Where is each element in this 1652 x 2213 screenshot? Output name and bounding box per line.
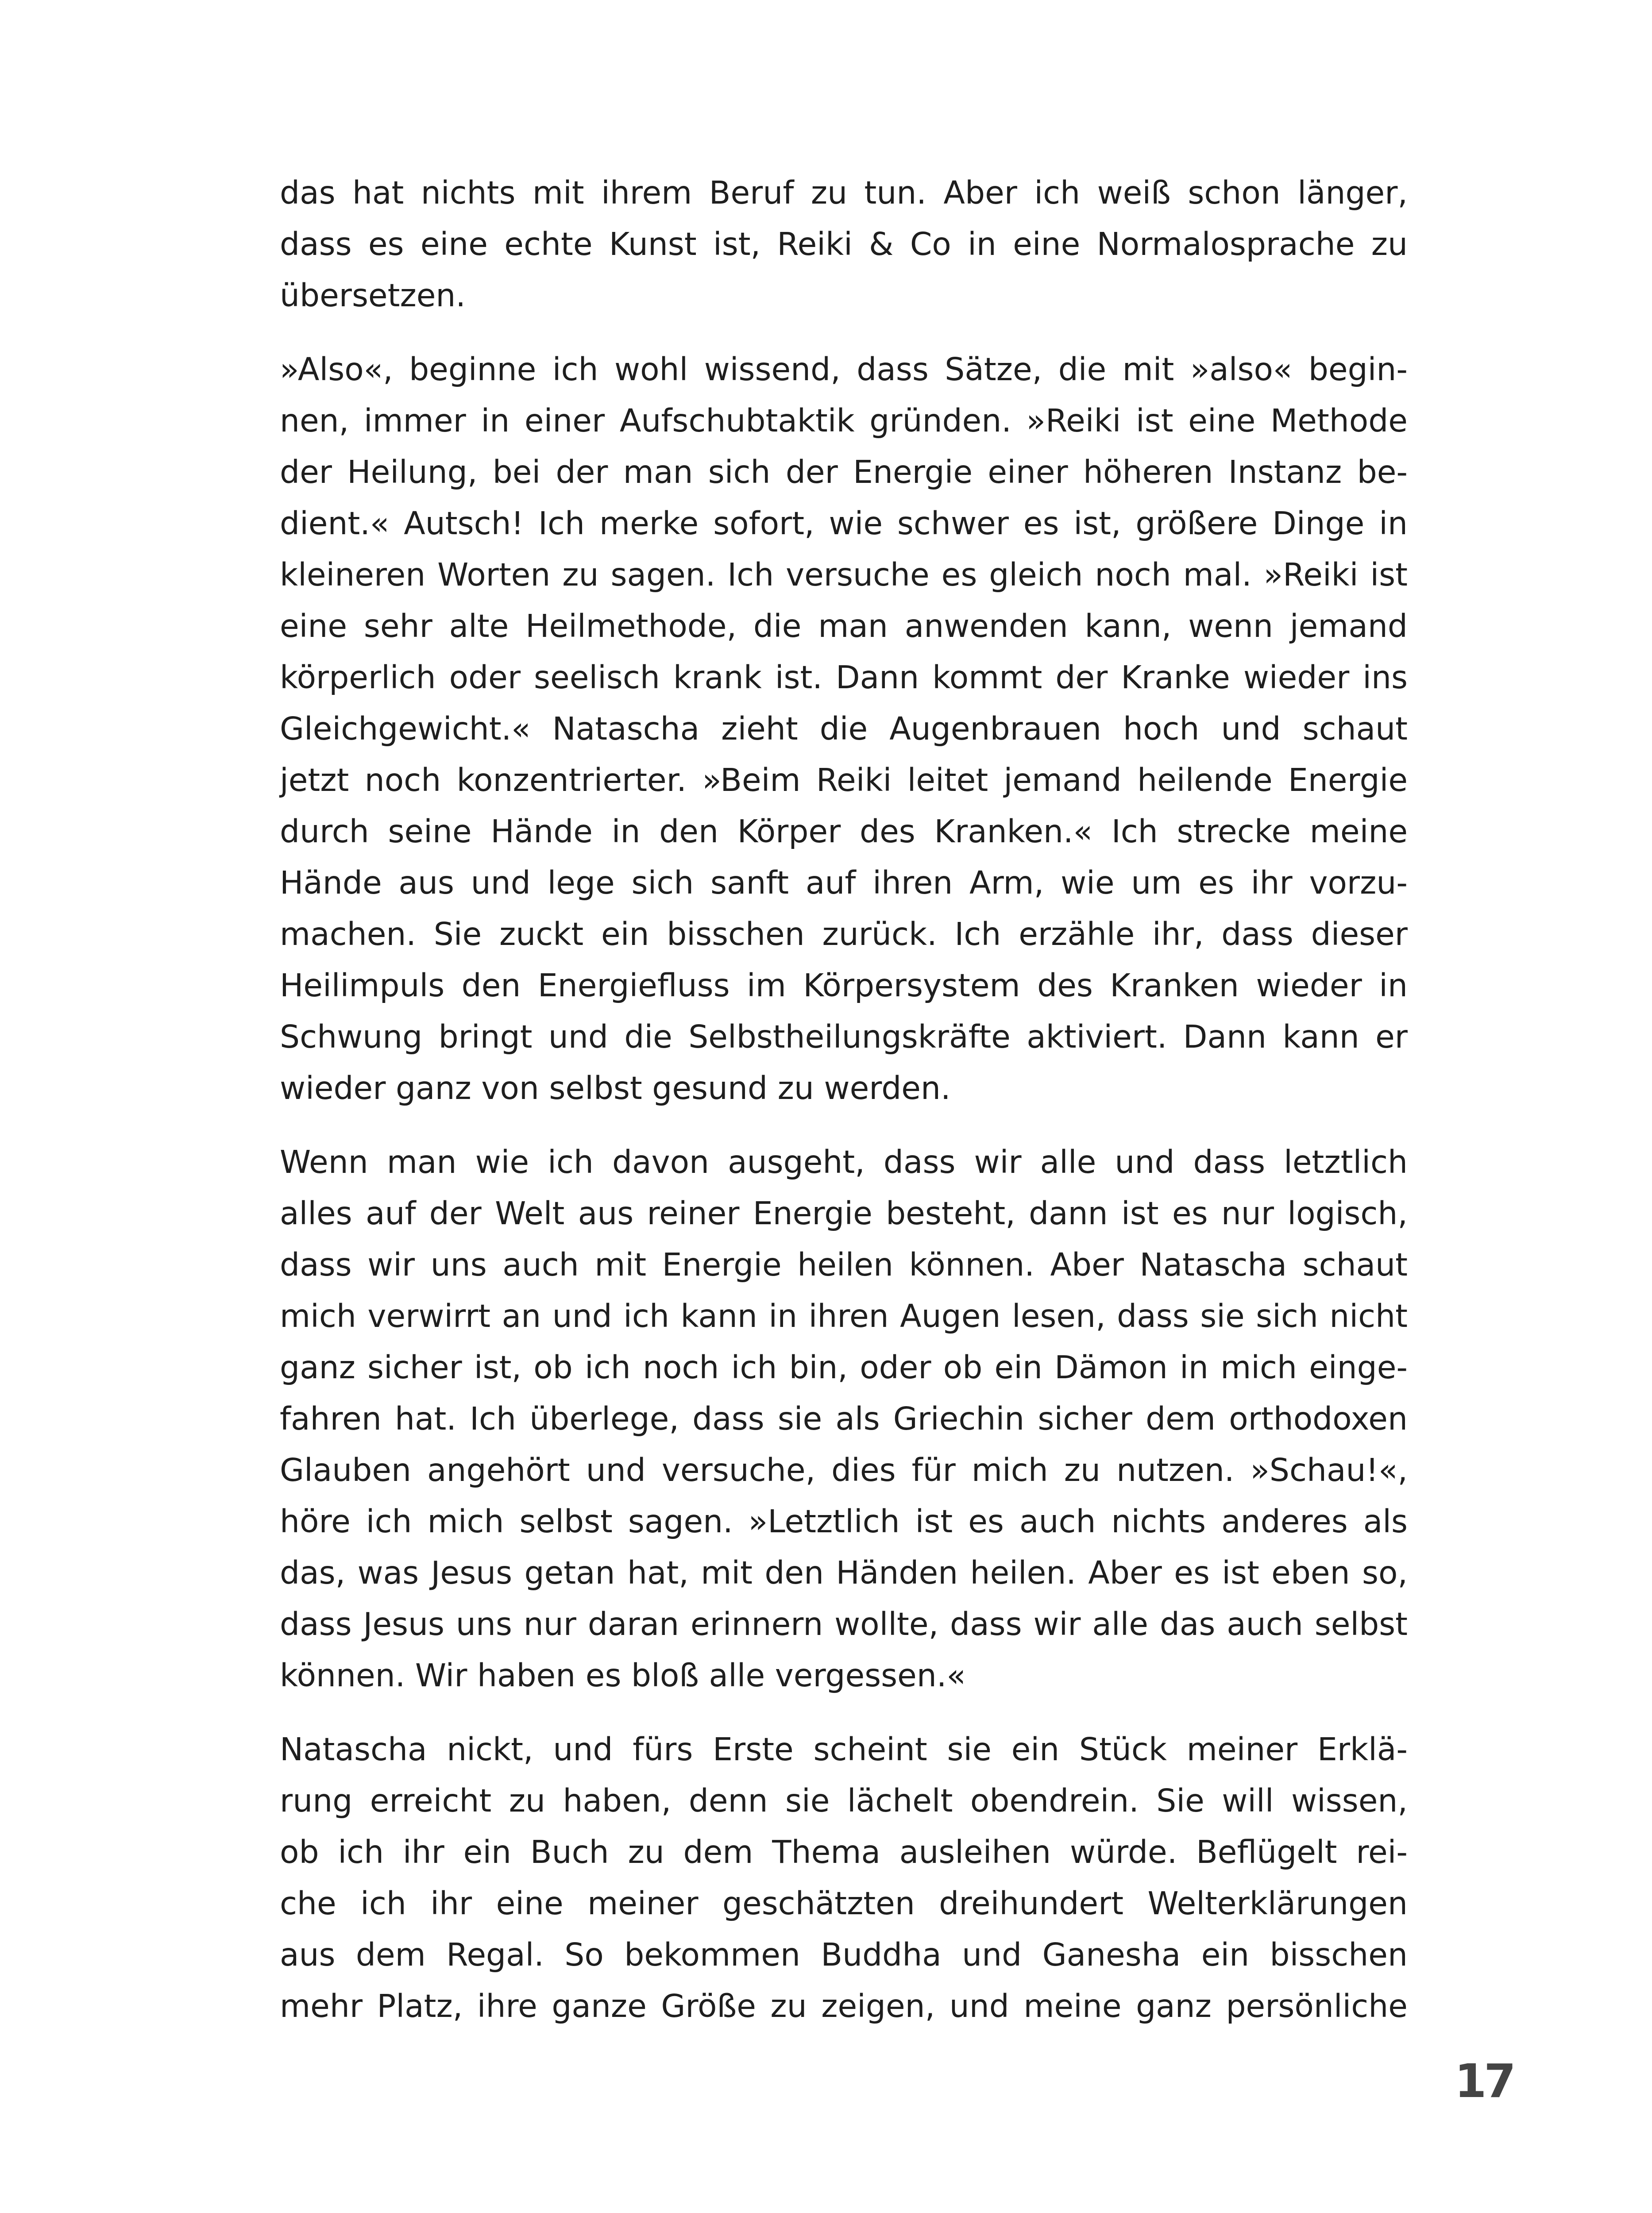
text-line: fahren hat. Ich überlege, dass sie als Griechin sicher dem orthodoxen — [280, 1400, 1408, 1437]
text-line: dient.« Autsch! Ich merke sofort, wie schwer es ist, größere Dinge in — [280, 505, 1408, 542]
text-line: mich verwirrt an und ich kann in ihren Augen lesen, dass sie sich nicht — [280, 1298, 1408, 1334]
text-line: dass es eine echte Kunst ist, Reiki & Co in eine Normalosprache zu — [280, 226, 1408, 262]
text-line: Hände aus und lege sich sanft auf ihren Arm, wie um es ihr vorzu- — [280, 864, 1408, 901]
text-line: kleineren Worten zu sagen. Ich versuche es gleich noch mal. »Reiki ist — [280, 556, 1408, 593]
text-line: Wenn man wie ich davon ausgeht, dass wir alle und dass letztlich — [280, 1144, 1408, 1180]
paragraph — [280, 344, 1408, 1114]
text-line: mehr Platz, ihre ganze Größe zu zeigen, und meine ganz persönliche — [280, 1988, 1408, 2024]
text-line: übersetzen. — [280, 277, 466, 314]
text-line: ob ich ihr ein Buch zu dem Thema ausleihen würde. Beflügelt rei- — [280, 1834, 1408, 1870]
text-line: aus dem Regal. So bekommen Buddha und Ganesha ein bisschen — [280, 1936, 1408, 1973]
text-line: Gleichgewicht.« Natascha zieht die Augenbrauen hoch und schaut — [280, 710, 1408, 747]
text-line: rung erreicht zu haben, denn sie lächelt obendrein. Sie will wissen, — [280, 1782, 1408, 1819]
text-line: das hat nichts mit ihrem Beruf zu tun. Aber ich weiß schon länger, — [280, 174, 1408, 211]
text-line: wieder ganz von selbst gesund zu werden. — [280, 1070, 951, 1106]
text-line: Schwung bringt und die Selbstheilungskräfte aktiviert. Dann kann er — [280, 1018, 1408, 1055]
text-line: der Heilung, bei der man sich der Energie einer höheren Instanz be- — [280, 454, 1408, 490]
text-line: können. Wir haben es bloß alle vergessen.« — [280, 1657, 966, 1694]
body-text — [280, 167, 1408, 2032]
text-line: Glauben angehört und versuche, dies für mich zu nutzen. »Schau!«, — [280, 1452, 1408, 1488]
paragraph — [280, 1724, 1408, 2032]
page-number: 17 — [1455, 2054, 1513, 2108]
text-line: alles auf der Welt aus reiner Energie besteht, dann ist es nur logisch, — [280, 1195, 1408, 1232]
text-line: ganz sicher ist, ob ich noch ich bin, oder ob ein Dämon in mich einge- — [280, 1349, 1408, 1386]
text-line: »Also«, beginne ich wohl wissend, dass Sätze, die mit »also« begin- — [280, 351, 1408, 388]
text-line: dass wir uns auch mit Energie heilen können. Aber Natascha schaut — [280, 1246, 1408, 1283]
text-line: das, was Jesus getan hat, mit den Händen heilen. Aber es ist eben so, — [280, 1554, 1408, 1591]
text-line: körperlich oder seelisch krank ist. Dann kommt der Kranke wieder ins — [280, 659, 1408, 696]
text-line: eine sehr alte Heilmethode, die man anwenden kann, wenn jemand — [280, 608, 1408, 644]
paragraph — [280, 1137, 1408, 1701]
text-line: Natascha nickt, und fürs Erste scheint sie ein Stück meiner Erklä- — [280, 1731, 1408, 1768]
text-line: durch seine Hände in den Körper des Kranken.« Ich strecke meine — [280, 813, 1408, 850]
text-line: Heilimpuls den Energiefluss im Körpersystem des Kranken wieder in — [280, 967, 1408, 1004]
text-line: machen. Sie zuckt ein bisschen zurück. Ich erzähle ihr, dass dieser — [280, 916, 1408, 952]
text-line: dass Jesus uns nur daran erinnern wollte, dass wir alle das auch selbst — [280, 1606, 1408, 1642]
paragraph — [280, 167, 1408, 321]
text-line: nen, immer in einer Aufschubtaktik gründen. »Reiki ist eine Methode — [280, 402, 1408, 439]
text-line: höre ich mich selbst sagen. »Letztlich ist es auch nichts anderes als — [280, 1503, 1408, 1540]
text-line: jetzt noch konzentrierter. »Beim Reiki leitet jemand heilende Energie — [280, 762, 1408, 798]
text-line: che ich ihr eine meiner geschätzten dreihundert Welterklärungen — [280, 1885, 1408, 1922]
